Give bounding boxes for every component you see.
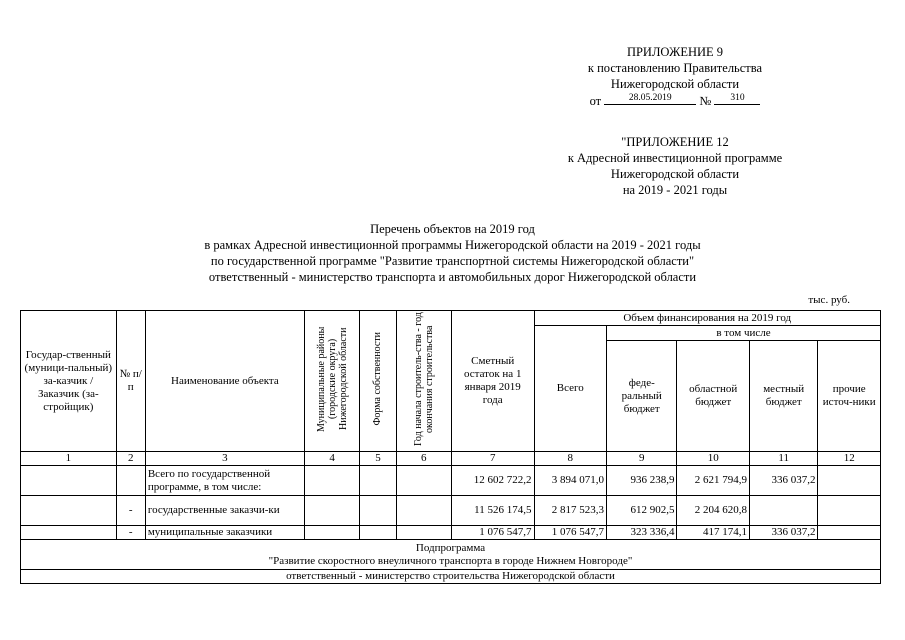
cell-balance: 12 602 722,2 xyxy=(451,466,534,496)
cell-district xyxy=(304,526,359,540)
date-field xyxy=(604,92,696,105)
cell-balance: 11 526 174,5 xyxy=(451,496,534,526)
cell-federal: 612 902,5 xyxy=(607,496,677,526)
document-title xyxy=(0,221,905,285)
table-row xyxy=(21,496,881,526)
header-years: Год начала строитель-ства - год окончания строительства xyxy=(412,312,435,446)
colnum-3: 3 xyxy=(145,452,304,466)
table-row xyxy=(21,466,881,496)
cell-regional: 2 204 620,8 xyxy=(677,496,750,526)
cell-num: - xyxy=(116,526,145,540)
colnum-7: 7 xyxy=(451,452,534,466)
cell-federal: 936 238,9 xyxy=(607,466,677,496)
cell-local: 336 037,2 xyxy=(749,526,817,540)
column-numbers-row xyxy=(21,452,881,466)
table-row xyxy=(21,526,881,540)
title-line4: ответственный - министерство транспорта и автомобильных дорог Нижегородской области xyxy=(208,270,697,284)
appendix2-line2: к Адресной инвестиционной программе xyxy=(567,151,783,165)
cell-years xyxy=(396,496,451,526)
cell-other xyxy=(818,466,881,496)
cell-years xyxy=(396,526,451,540)
cell-district xyxy=(304,496,359,526)
header-regional: областной бюджет xyxy=(677,341,750,452)
number-field xyxy=(714,92,760,105)
subprogram-line1: Подпрограмма xyxy=(415,541,486,554)
cell-balance: 1 076 547,7 xyxy=(451,526,534,540)
date-value: 28.05.2019 xyxy=(628,93,672,103)
cell-num: - xyxy=(116,496,145,526)
subprogram-title xyxy=(21,540,881,570)
header-federal: феде-ральный бюджет xyxy=(607,341,677,452)
cell-num xyxy=(116,466,145,496)
colnum-5: 5 xyxy=(360,452,396,466)
header-district: Муниципальные районы (городские округа) Нижегородской области xyxy=(315,326,349,432)
cell-customer xyxy=(21,526,117,540)
cell-regional: 417 174,1 xyxy=(677,526,750,540)
colnum-8: 8 xyxy=(534,452,607,466)
from-label: от xyxy=(589,94,602,108)
cell-total: 3 894 071,0 xyxy=(534,466,607,496)
subprogram-responsible-row xyxy=(21,570,881,584)
header-num: № п/п xyxy=(116,311,145,452)
objects-table xyxy=(20,310,881,584)
cell-total: 1 076 547,7 xyxy=(534,526,607,540)
appendix2-line1: "ПРИЛОЖЕНИЕ 12 xyxy=(621,135,729,149)
cell-local xyxy=(749,496,817,526)
appendix-line3: Нижегородской области xyxy=(610,77,740,91)
header-ownership: Форма собственности xyxy=(372,332,384,426)
header-ownership-cell xyxy=(360,311,396,452)
cell-other xyxy=(818,526,881,540)
subprogram-row xyxy=(21,540,881,570)
colnum-6: 6 xyxy=(396,452,451,466)
header-balance: Сметный остаток на 1 января 2019 года xyxy=(451,311,534,452)
appendix2-line4: на 2019 - 2021 годы xyxy=(622,183,728,197)
appendix-line2: к постановлению Правительства xyxy=(587,61,763,75)
cell-district xyxy=(304,466,359,496)
cell-customer xyxy=(21,496,117,526)
header-funding: Объем финансирования на 2019 год xyxy=(534,311,881,326)
number-value: 310 xyxy=(730,93,745,103)
appendix-header xyxy=(540,44,810,109)
cell-total: 2 817 523,3 xyxy=(534,496,607,526)
cell-federal: 323 336,4 xyxy=(607,526,677,540)
cell-ownership xyxy=(360,496,396,526)
colnum-9: 9 xyxy=(607,452,677,466)
header-name: Наименование объекта xyxy=(145,311,304,452)
appendix-12-header xyxy=(525,134,825,198)
cell-name: Всего по государственной программе, в том числе: xyxy=(145,466,304,496)
colnum-11: 11 xyxy=(749,452,817,466)
colnum-2: 2 xyxy=(116,452,145,466)
units-label: тыс. руб. xyxy=(808,294,850,306)
cell-regional: 2 621 794,9 xyxy=(677,466,750,496)
appendix-date-line xyxy=(540,92,810,109)
cell-ownership xyxy=(360,466,396,496)
cell-years xyxy=(396,466,451,496)
title-line3: по государственной программе "Развитие транспортной системы Нижегородской области" xyxy=(210,254,695,268)
cell-name: муниципальные заказчики xyxy=(145,526,304,540)
subprogram-line2: "Развитие скоростного внеуличного транспорта в городе Нижнем Новгороде" xyxy=(268,554,633,567)
header-row-1 xyxy=(21,311,881,326)
cell-customer xyxy=(21,466,117,496)
cell-other xyxy=(818,496,881,526)
number-sign: № xyxy=(699,94,712,108)
colnum-4: 4 xyxy=(304,452,359,466)
appendix-line1: ПРИЛОЖЕНИЕ 9 xyxy=(626,45,724,59)
header-local: местный бюджет xyxy=(749,341,817,452)
header-years-cell xyxy=(396,311,451,452)
title-line2: в рамках Адресной инвестиционной программы Нижегородской области на 2019 - 2021 годы xyxy=(204,238,701,252)
header-total: Всего xyxy=(534,326,607,452)
subprogram-responsible: ответственный - министерство строительства Нижегородской области xyxy=(21,570,881,584)
header-including: в том числе xyxy=(607,326,881,341)
colnum-12: 12 xyxy=(818,452,881,466)
cell-ownership xyxy=(360,526,396,540)
header-district-cell xyxy=(304,311,359,452)
header-customer: Государ-ственный (муници-пальный) за-казчик / Заказчик (за-стройщик) xyxy=(21,311,117,452)
title-line1: Перечень объектов на 2019 год xyxy=(370,222,535,236)
cell-name: государственные заказчи-ки xyxy=(145,496,304,526)
colnum-1: 1 xyxy=(21,452,117,466)
appendix2-line3: Нижегородской области xyxy=(610,167,740,181)
cell-local: 336 037,2 xyxy=(749,466,817,496)
header-other: прочие источ-ники xyxy=(818,341,881,452)
colnum-10: 10 xyxy=(677,452,750,466)
